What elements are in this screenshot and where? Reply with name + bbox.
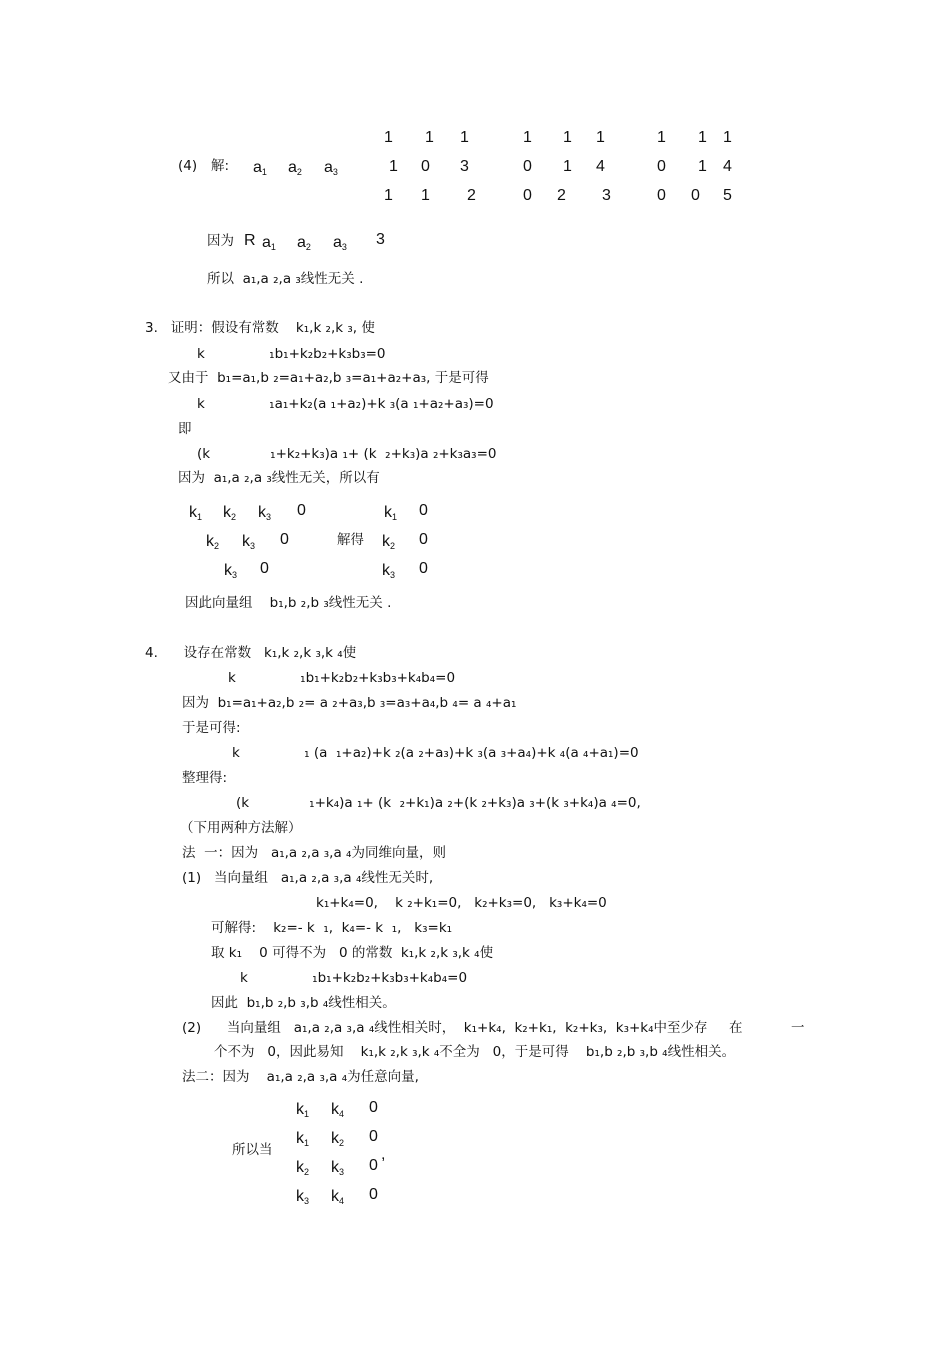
text-line: 法 一：因为 a₁,a ₂,a ₃,a ₄为同维向量，则 bbox=[182, 845, 446, 861]
matrix-3-cell: 0 bbox=[691, 187, 700, 204]
matrix-2-cell: 1 bbox=[523, 129, 532, 146]
matrix-3-cell: 4 bbox=[723, 158, 732, 175]
vector-a1: $a_1$ bbox=[253, 159, 267, 177]
matrix-2-cell: 4 bbox=[596, 158, 605, 175]
matrix-3-cell: 1 bbox=[698, 158, 707, 175]
text-line: 即 bbox=[178, 421, 192, 437]
equation: (k ₁+k₂+k₃)a ₁+ (k ₂+k₃)a ₂+k₃a₃=0 bbox=[197, 446, 497, 462]
term: 0 bbox=[260, 560, 269, 577]
term: $k_3$ bbox=[331, 1159, 345, 1177]
text-line: 所以当 bbox=[232, 1142, 273, 1158]
text-line: 因为 b₁=a₁+a₂,b ₂= a ₂+a₃,b ₃=a₃+a₄,b ₄= a ₄+a₁ bbox=[182, 695, 517, 711]
because-label: 因为 bbox=[207, 233, 234, 249]
matrix-2-cell: 2 bbox=[557, 187, 566, 204]
matrix-2-cell: 0 bbox=[523, 158, 532, 175]
term: 0 bbox=[419, 560, 428, 577]
rank-a1: $a_1$ bbox=[262, 234, 276, 252]
vector-a2: $a_2$ bbox=[288, 159, 302, 177]
solution-label: 解: bbox=[211, 158, 230, 174]
matrix-3-cell: 0 bbox=[657, 187, 666, 204]
text-line: 因此 b₁,b ₂,b ₃,b ₄线性相关。 bbox=[211, 995, 396, 1011]
matrix-1-cell: 1 bbox=[421, 187, 430, 204]
term: $k_4$ bbox=[331, 1188, 345, 1206]
matrix-3-cell: 1 bbox=[657, 129, 666, 146]
comma: , bbox=[381, 1146, 386, 1163]
term: 0 bbox=[369, 1128, 378, 1145]
part-label: (4) bbox=[178, 158, 198, 174]
text-line: 法二：因为 a₁,a ₂,a ₃,a ₄为任意向量, bbox=[182, 1069, 419, 1085]
matrix-1-cell: 1 bbox=[384, 129, 393, 146]
matrix-3-cell: 0 bbox=[657, 158, 666, 175]
matrix-1-cell: 0 bbox=[421, 158, 430, 175]
term: $k_1$ bbox=[384, 504, 398, 522]
term: 0 bbox=[280, 531, 289, 548]
matrix-1-cell: 3 bbox=[460, 158, 469, 175]
problem-3-statement: 3. 证明：假设有常数 k₁,k ₂,k ₃, 使 bbox=[145, 320, 375, 336]
matrix-2-cell: 3 bbox=[602, 187, 611, 204]
text-line: 整理得: bbox=[182, 770, 228, 786]
term: $k_3$ bbox=[224, 562, 238, 580]
rank-symbol: R bbox=[244, 232, 256, 249]
text-line: 因为 a₁,a ₂,a ₃线性无关，所以有 bbox=[178, 470, 380, 486]
equation: k ₁a₁+k₂(a ₁+a₂)+k ₃(a ₁+a₂+a₃)=0 bbox=[197, 396, 494, 412]
term: $k_1$ bbox=[189, 504, 203, 522]
conclusion-3: 因此向量组 b₁,b ₂,b ₃线性无关 . bbox=[185, 595, 392, 611]
matrix-3-cell: 1 bbox=[723, 129, 732, 146]
text-line: (1) 当向量组 a₁,a ₂,a ₃,a ₄线性无关时, bbox=[182, 870, 434, 886]
term: $k_4$ bbox=[331, 1101, 345, 1119]
equation: k ₁b₁+k₂b₂+k₃b₃+k₄b₄=0 bbox=[240, 970, 468, 986]
term: $k_3$ bbox=[242, 533, 256, 551]
term: $k_2$ bbox=[331, 1130, 345, 1148]
term: 0 bbox=[419, 502, 428, 519]
term: 0 bbox=[369, 1157, 378, 1174]
rank-a3: $a_3$ bbox=[333, 234, 347, 252]
term: 0 bbox=[369, 1099, 378, 1116]
matrix-2-cell: 1 bbox=[563, 129, 572, 146]
term: 0 bbox=[369, 1186, 378, 1203]
term: $k_1$ bbox=[296, 1101, 310, 1119]
term: $k_1$ bbox=[296, 1130, 310, 1148]
matrix-2-cell: 0 bbox=[523, 187, 532, 204]
matrix-1-cell: 1 bbox=[425, 129, 434, 146]
text-line: （下用两种方法解） bbox=[180, 820, 302, 836]
text-line: 可解得: k₂=- k ₁, k₄=- k ₁, k₃=k₁ bbox=[211, 920, 453, 936]
term: $k_3$ bbox=[258, 504, 272, 522]
equation: k ₁ (a ₁+a₂)+k ₂(a ₂+a₃)+k ₃(a ₃+a₄)+k ₄(a ₄+a₁)=0 bbox=[232, 745, 639, 761]
vector-a3: $a_3$ bbox=[324, 159, 338, 177]
term: 0 bbox=[297, 502, 306, 519]
text-line: (2) 当向量组 a₁,a ₂,a ₃,a ₄线性相关时， k₁+k₄, k₂+k₁, k₂+k₃, k₃+k₄中至少存 在 bbox=[182, 1020, 743, 1036]
matrix-2-cell: 1 bbox=[596, 129, 605, 146]
equation: k₁+k₄=0, k ₂+k₁=0, k₂+k₃=0, k₃+k₄=0 bbox=[316, 895, 607, 911]
rank-a2: $a_2$ bbox=[297, 234, 311, 252]
matrix-1-cell: 1 bbox=[384, 187, 393, 204]
text-line: 于是可得: bbox=[182, 720, 241, 736]
matrix-1-cell: 2 bbox=[467, 187, 476, 204]
text-line: 一 bbox=[791, 1020, 805, 1036]
matrix-3-cell: 5 bbox=[723, 187, 732, 204]
matrix-3-cell: 1 bbox=[698, 129, 707, 146]
equation: (k ₁+k₄)a ₁+ (k ₂+k₁)a ₂+(k ₂+k₃)a ₃+(k ₃+k₄)a ₄=0, bbox=[236, 795, 641, 811]
matrix-2-cell: 1 bbox=[563, 158, 572, 175]
equation: k ₁b₁+k₂b₂+k₃b₃+k₄b₄=0 bbox=[228, 670, 456, 686]
equation: k ₁b₁+k₂b₂+k₃b₃=0 bbox=[197, 346, 386, 362]
text-line: 个不为 0，因此易知 k₁,k ₂,k ₃,k ₄不全为 0，于是可得 b₁,b ₂,b ₃,b ₄线性相关。 bbox=[214, 1044, 736, 1060]
text-line: 取 k₁ 0 可得不为 0 的常数 k₁,k ₂,k ₃,k ₄使 bbox=[211, 945, 494, 961]
rank-value: 3 bbox=[376, 231, 385, 248]
solve-label: 解得 bbox=[337, 532, 364, 548]
term: $k_2$ bbox=[296, 1159, 310, 1177]
term: $k_2$ bbox=[223, 504, 237, 522]
term: $k_2$ bbox=[382, 533, 396, 551]
text-line: 又由于 b₁=a₁,b ₂=a₁+a₂,b ₃=a₁+a₂+a₃, 于是可得 bbox=[168, 370, 489, 386]
term: $k_3$ bbox=[382, 562, 396, 580]
problem-4-statement: 4. 设存在常数 k₁,k ₂,k ₃,k ₄使 bbox=[145, 645, 357, 661]
term: $k_3$ bbox=[296, 1188, 310, 1206]
term: 0 bbox=[419, 531, 428, 548]
matrix-1-cell: 1 bbox=[389, 158, 398, 175]
matrix-1-cell: 1 bbox=[460, 129, 469, 146]
conclusion-4: 所以 a₁,a ₂,a ₃线性无关 . bbox=[207, 271, 364, 287]
term: $k_2$ bbox=[206, 533, 220, 551]
